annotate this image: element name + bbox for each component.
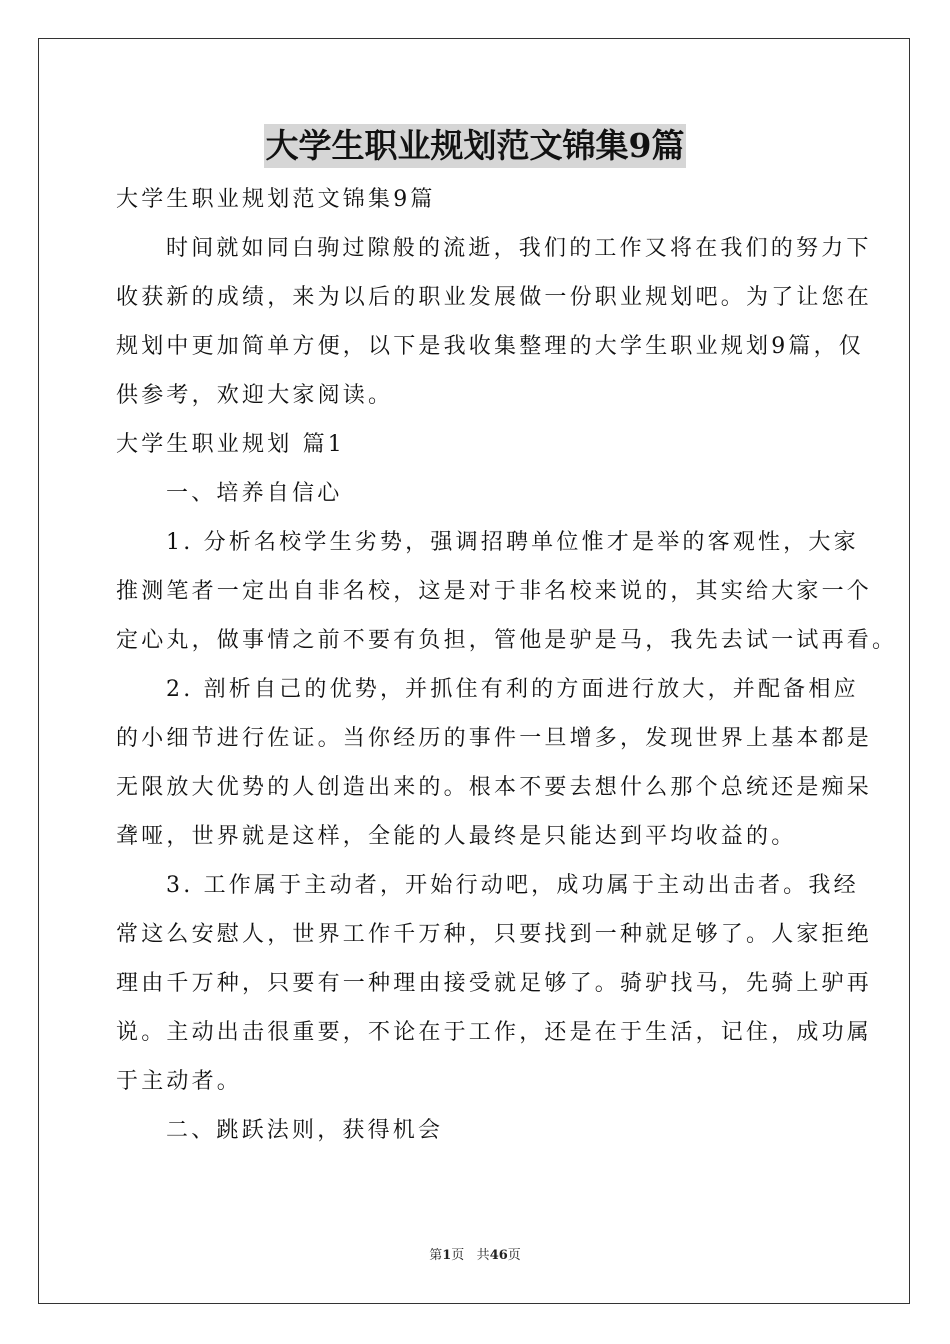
- item-2-paragraph: [116, 665, 873, 861]
- item-3-line: 于主动者。: [116, 1069, 243, 1094]
- page-current: 1: [442, 1248, 452, 1263]
- item-1-line: 推测笔者一定出自非名校，这是对于非名校来说的，其实给大家一个: [116, 579, 873, 604]
- document-title: 大学生职业规划范文锦集9篇: [264, 124, 687, 168]
- item-2-line: 无限放大优势的人创造出来的。根本不要去想什么那个总统还是痴呆: [116, 775, 873, 800]
- total-unit: 页: [507, 1248, 521, 1263]
- heading-2: 二、跳跃法则，获得机会: [166, 1118, 444, 1143]
- item-2-line: 的小细节进行佐证。当你经历的事件一旦增多，发现世界上基本都是: [116, 726, 873, 751]
- total-prefix: 共: [476, 1248, 490, 1263]
- item-3-paragraph: [116, 861, 873, 1106]
- item-1-paragraph: [116, 518, 898, 665]
- intro-line: 收获新的成绩，来为以后的职业发展做一份职业规划吧。为了让您在: [116, 285, 873, 310]
- intro-line: 时间就如同白驹过隙般的流逝，我们的工作又将在我们的努力下: [166, 236, 872, 261]
- page-prefix: 第: [429, 1248, 443, 1263]
- item-3-line: 3. 工作属于主动者，开始行动吧，成功属于主动出击者。我经: [166, 873, 859, 898]
- intro-line: 供参考，欢迎大家阅读。: [116, 383, 394, 408]
- item-2-line: 聋哑，世界就是这样，全能的人最终是只能达到平均收益的。: [116, 824, 797, 849]
- section-heading: 大学生职业规划 篇1: [116, 432, 345, 457]
- item-3-line: 常这么安慰人，世界工作千万种，只要找到一种就足够了。人家拒绝: [116, 922, 873, 947]
- title-wrap: [0, 124, 950, 168]
- item-2-line: 2. 剖析自己的优势，并抓住有利的方面进行放大，并配备相应: [166, 677, 859, 702]
- intro-line: 规划中更加简单方便，以下是我收集整理的大学生职业规划9篇，仅: [116, 334, 864, 359]
- document-subtitle: 大学生职业规划范文锦集9篇: [116, 187, 436, 212]
- heading-1: 一、培养自信心: [166, 481, 343, 506]
- document-body: [116, 180, 898, 1155]
- item-1-line: 1. 分析名校学生劣势，强调招聘单位惟才是举的客观性，大家: [166, 530, 859, 555]
- page-unit: 页: [451, 1248, 465, 1263]
- page-total: 46: [489, 1248, 508, 1263]
- item-3-line: 说。主动出击很重要，不论在于工作，还是在于生活，记住，成功属: [116, 1020, 873, 1045]
- item-3-line: 理由千万种，只要有一种理由接受就足够了。骑驴找马，先骑上驴再: [116, 971, 873, 996]
- intro-paragraph: [116, 224, 873, 420]
- item-1-line: 定心丸，做事情之前不要有负担，管他是驴是马，我先去试一试再看。: [116, 628, 898, 653]
- page-footer: [0, 1244, 950, 1263]
